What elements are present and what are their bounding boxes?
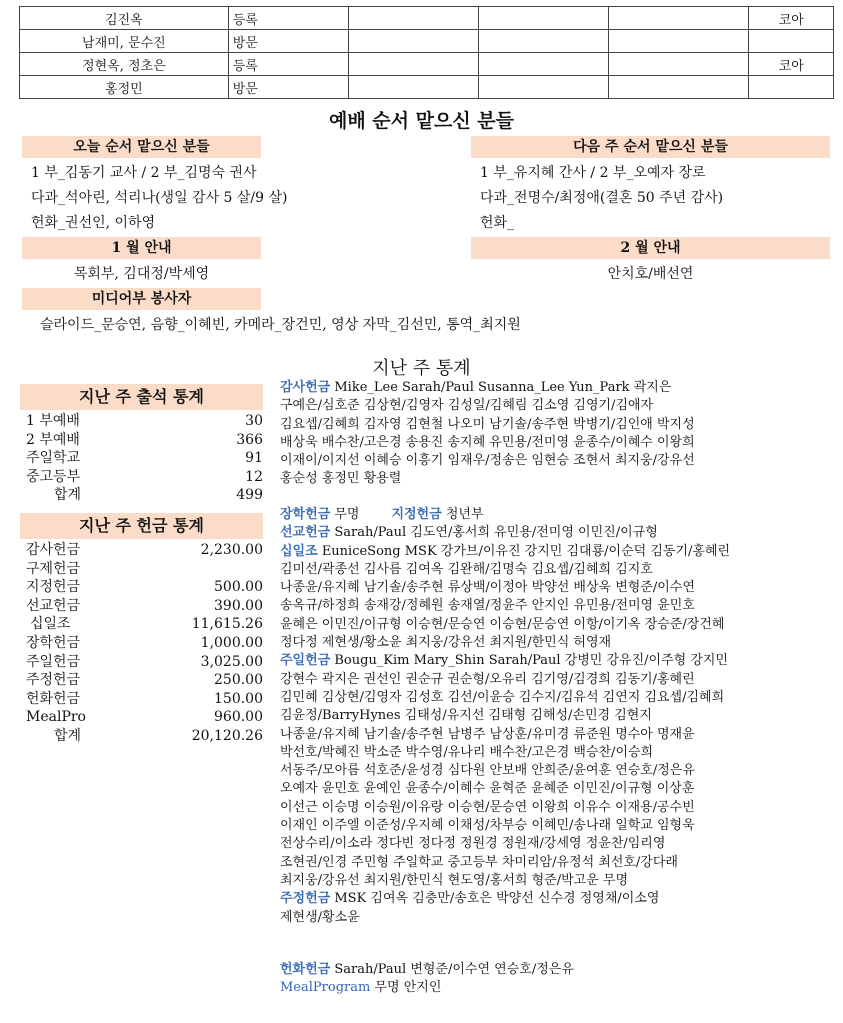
- visitor-name-cell: 홍정민: [20, 76, 229, 99]
- stat-label: 선교헌금: [26, 597, 81, 614]
- thanks-label: 감사헌금: [280, 380, 331, 395]
- stat-value: 366: [236, 431, 263, 448]
- stat-row: [26, 671, 263, 689]
- table-row: [20, 7, 834, 30]
- stat-row: [26, 615, 263, 633]
- today-header: 오늘 순서 맡으신 분들: [22, 136, 261, 158]
- january-header: 1 월 안내: [22, 237, 261, 259]
- stat-value: 20,120.26: [191, 728, 263, 744]
- today-line-2: 다과_석아린, 석리나(생일 감사 5 살/9 살): [31, 190, 288, 206]
- stat-value: 960.00: [214, 709, 263, 726]
- scholar-label: 장학헌금: [280, 507, 331, 522]
- visitor-extra-cell: [749, 30, 834, 53]
- stat-row: [26, 597, 263, 615]
- stat-label: 주정헌금: [26, 672, 81, 689]
- stat-value: 2,230.00: [200, 542, 263, 558]
- stat-row: [26, 653, 263, 671]
- empty-cell: [349, 30, 479, 53]
- next-line-2: 다과_전명수/최정애(결혼 50 주년 감사): [480, 190, 724, 206]
- stat-label: 합계: [54, 487, 82, 504]
- stat-label: 주일헌금: [26, 653, 81, 670]
- stat-value: 12: [245, 468, 263, 485]
- table-row: [20, 30, 834, 53]
- stat-row: [26, 578, 263, 596]
- media-text: 슬라이드_문승연, 음향_이혜빈, 카메라_장건민, 영상 자막_김선민, 통역_최지원: [40, 317, 521, 333]
- empty-cell: [479, 7, 609, 30]
- table-row: [20, 76, 834, 99]
- stat-label: 중고등부: [26, 468, 81, 485]
- stats-title: 지난 주 통계: [372, 358, 471, 379]
- tithe-label: 십일조: [280, 543, 318, 559]
- stat-label: 헌화헌금: [26, 690, 81, 707]
- media-header: 미디어부 봉사자: [22, 288, 261, 310]
- empty-cell: [349, 53, 479, 76]
- designated-label: 지정헌금: [391, 507, 442, 522]
- stat-label: 십일조: [30, 616, 71, 633]
- stat-row: [26, 468, 263, 486]
- table-row: [20, 53, 834, 76]
- worship-title: 예배 순서 맡으신 분들: [328, 110, 515, 132]
- stat-value: 499: [236, 487, 263, 504]
- stat-value: 91: [245, 450, 263, 467]
- stat-row: [26, 560, 263, 578]
- flower-meal-block: 헌화헌금 Sarah/Paul 변형준/이수연 연승호/정은유 MealProgram 무명 안지인: [280, 962, 574, 996]
- stat-label: MealPro: [26, 709, 86, 726]
- next-week-header: 다음 주 순서 맡으신 분들: [471, 136, 830, 158]
- empty-cell: [349, 76, 479, 99]
- visitor-extra-cell: 코아: [749, 53, 834, 76]
- visitor-type-cell: 등록: [228, 53, 348, 76]
- empty-cell: [609, 53, 749, 76]
- stat-label: 1 부예배: [26, 413, 80, 429]
- visitor-name-cell: 김진옥: [20, 7, 229, 30]
- visitor-extra-cell: [749, 76, 834, 99]
- visitor-name-cell: 남재미, 문수진: [20, 30, 229, 53]
- stat-row: [26, 486, 263, 504]
- mission-label: 선교헌금: [280, 525, 331, 541]
- today-line-3: 헌화_권선인, 이하영: [31, 215, 156, 231]
- stat-label: 합계: [54, 728, 82, 744]
- stat-row: [26, 449, 263, 467]
- visitor-type-cell: 등록: [228, 7, 348, 30]
- stat-row: [26, 727, 263, 745]
- february-header: 2 월 안내: [471, 237, 830, 259]
- january-text: 목회부, 김대정/박세영: [73, 266, 210, 282]
- empty-cell: [479, 76, 609, 99]
- visitor-extra-cell: 코아: [749, 7, 834, 30]
- empty-cell: [609, 30, 749, 53]
- meal-label: MealProgram: [280, 980, 371, 996]
- visitor-table: [19, 6, 834, 99]
- stat-label: 2 부예배: [26, 431, 80, 448]
- stat-value: 11,615.26: [191, 616, 263, 633]
- today-line-1: 1 부_김동기 교사 / 2 부_김명숙 권사: [31, 165, 257, 181]
- stat-label: 지정헌금: [26, 579, 81, 596]
- stat-label: 장학헌금: [26, 635, 81, 651]
- stat-row: [26, 541, 263, 559]
- empty-cell: [479, 30, 609, 53]
- weekly-label: 주정헌금: [280, 891, 331, 907]
- donations-block: 장학헌금 무명 지정헌금 청년부 선교헌금 Sarah/Paul 김도연/홍서희 유민용/전미영 이민진/이규형 십일조 EuniceSong MSK 강가브/이유진 강지민 김대룡/이순덕 김동기/홍혜린 김미선/곽종선 김사름 김여옥 김완해/김명숙 김요셉/김혜희 김지호 나종윤/유지혜 남기솔/송주현 류상백/이정아 박양선 배상욱 변형준/이수연 송옥규/하정희 송재강/정혜원 송재열/정윤주 안지인 유민용/전미영 윤민호 윤혜은 이민진/이규형 이승현/문승연 이승현/문승연 이항/이기옥 장승준/장건혜 정다정 제현생/황소윤 최지웅/강유선 최지원/한민식 허영재 주일헌금 Bougu_Kim Mary_Shin Sarah/Paul 강병민 강유진/이주형 강지민 강현수 곽지은 권선인 권순규 권순형/오유리 김기영/김경희 김동기/홍혜린 김민혜 김상현/김영자 김성호 김선/이윤승 김수지/김유석 김연지 김요셉/김혜희 김윤정/BarryHynes 김태성/유지선 김태형 김해성/손민경 김현지 나종윤/유지혜 남기솔/송주현 남병주 남상훈/유미경 류준원 명수아 명재윤 박선호/박혜진 박소준 박수영/유나리 배수찬/고은경 백승찬/이승희 서동주/모아름 석호준/윤성경 심다원 안보배 안희준/윤여훈 연승호/정은유 오예자 윤민호 윤예인 윤종수/이혜수 윤혁준 윤혜준 이민진/이규형 이상훈 이선근 이승명 이승원/이유랑 이승현/문승연 이왕희 이유수 이재용/공수빈 이재인 이주엘 이준성/우지혜 이채성/차부승 이혜민/송나래 일학교 임형욱 전상수리/이소라 정다빈 정다정 정원경 정원재/강세영 정윤찬/임리영 조현권/인경 주민형 주일학교 중고등부 차미리암/유정석 최선호/강다래 최지웅/강유선 최지원/한민식 현도영/홍서희 형준/박고운 무명 주정헌금 MSK 김여옥 김충만/송호은 박양선 신수경 정영채/이소영 제현생/황소윤: [280, 507, 731, 925]
- stat-value: 1,000.00: [200, 635, 263, 651]
- empty-cell: [349, 7, 479, 30]
- stat-row: [26, 412, 263, 430]
- stat-value: 30: [245, 413, 263, 429]
- stat-row: [26, 431, 263, 449]
- stat-value: 150.00: [214, 690, 263, 707]
- stat-value: 390.00: [214, 597, 263, 614]
- offering-header: 지난 주 헌금 통계: [20, 513, 263, 539]
- next-line-1: 1 부_유지혜 간사 / 2 부_오예자 장로: [480, 165, 706, 181]
- thanks-block: 감사헌금 Mike_Lee Sarah/Paul Susanna_Lee Yun_Park 곽지은 구예은/심호준 김상현/김영자 김성일/김혜림 김소영 김영기/김애자 김요셉/김혜희 김자영 김현철 나오미 남기솔/송주현 박병기/김인애 박지성 배상욱 배수찬/고은경 송용진 송지혜 유민용/전미영 윤종수/이혜수 이왕희 이재이/이지선 이혜승 이흥기 임재우/정송은 임현승 조현서 최지웅/강유선 홍순성 홍정민 황용렬: [280, 380, 695, 487]
- empty-cell: [609, 76, 749, 99]
- visitor-name-cell: 정현옥, 정초은: [20, 53, 229, 76]
- next-line-3: 헌화_: [480, 215, 515, 231]
- empty-cell: [479, 53, 609, 76]
- attendance-header: 지난 주 출석 통계: [20, 384, 263, 410]
- visitor-type-cell: 방문: [228, 30, 348, 53]
- stat-label: 주일학교: [26, 450, 81, 467]
- stat-label: 감사헌금: [26, 542, 81, 558]
- stat-value: 500.00: [214, 579, 263, 596]
- empty-cell: [609, 7, 749, 30]
- stat-row: [26, 634, 263, 652]
- visitor-type-cell: 방문: [228, 76, 348, 99]
- february-text: 안치호/배선연: [607, 266, 694, 282]
- sunday-label: 주일헌금: [280, 653, 331, 669]
- stat-value: 250.00: [214, 672, 263, 689]
- stat-row: [26, 690, 263, 708]
- flower-label: 헌화헌금: [280, 962, 331, 977]
- stat-label: 구제헌금: [26, 560, 81, 577]
- stat-value: 3,025.00: [200, 653, 263, 670]
- stat-row: [26, 708, 263, 726]
